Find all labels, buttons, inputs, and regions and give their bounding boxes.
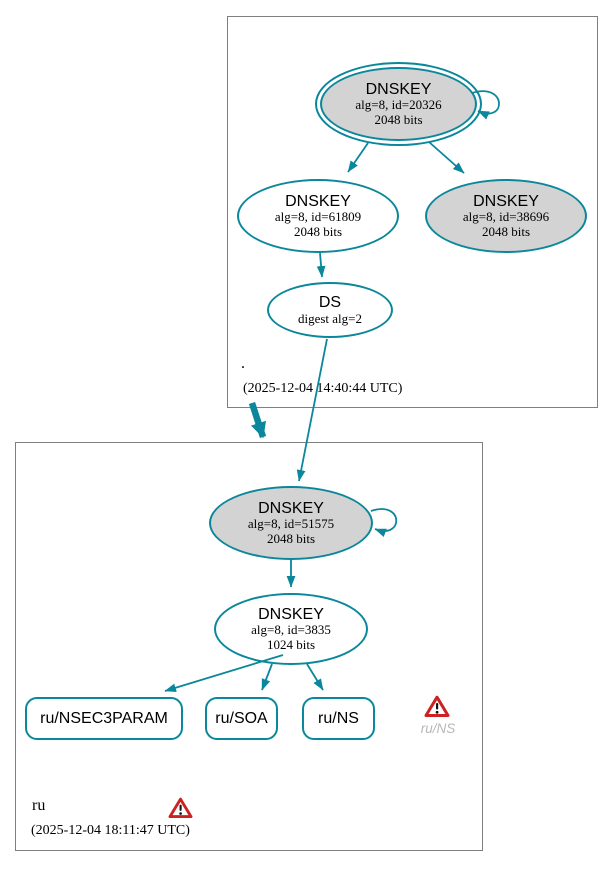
node-detail: 2048 bits <box>481 223 531 239</box>
node-detail: alg=8, id=51575 <box>247 516 335 532</box>
node-detail: 2048 bits <box>293 223 343 239</box>
node-title: DNSKEY <box>473 192 539 210</box>
root-zone-label: . <box>241 355 245 372</box>
ru-zone-timestamp: (2025-12-04 18:11:47 UTC) <box>31 823 190 838</box>
node-detail: 2048 bits <box>374 111 423 127</box>
node-detail: 1024 bits <box>266 636 316 652</box>
node-detail: 2048 bits <box>266 530 316 546</box>
root-zone-timestamp: (2025-12-04 14:40:44 UTC) <box>243 381 403 396</box>
node-title: DNSKEY <box>258 499 324 517</box>
rrset-ru-nsec3param[interactable]: ru/NSEC3PARAM <box>25 697 183 740</box>
root-zsk-node[interactable] <box>237 179 399 253</box>
node-detail: alg=8, id=20326 <box>355 97 442 113</box>
node-title: DS <box>318 293 342 311</box>
node-title: DNSKEY <box>258 605 324 623</box>
zone-warning-icon[interactable] <box>168 797 193 819</box>
node-detail: alg=8, id=61809 <box>274 209 362 225</box>
warning-icon[interactable] <box>424 695 450 718</box>
rrset-ru-ns[interactable]: ru/NS <box>302 697 375 740</box>
ru-ksk-node[interactable] <box>209 486 373 560</box>
node-title: DNSKEY <box>285 192 351 210</box>
root-key-38696-node[interactable] <box>425 179 587 253</box>
edge-delegation-root-to-ru <box>252 403 263 437</box>
root-ds-node[interactable] <box>267 282 393 338</box>
node-detail: alg=8, id=3835 <box>251 622 331 638</box>
ru-zone-label: ru <box>32 797 46 814</box>
root-ksk-node[interactable] <box>315 62 482 146</box>
node-detail: digest alg=2 <box>297 310 363 326</box>
rrset-ru-soa[interactable]: ru/SOA <box>205 697 278 740</box>
node-title: DNSKEY <box>365 80 432 98</box>
warning-target-label: ru/NS <box>420 721 456 736</box>
ru-zsk-node[interactable] <box>214 593 368 665</box>
node-detail: alg=8, id=38696 <box>462 209 550 225</box>
